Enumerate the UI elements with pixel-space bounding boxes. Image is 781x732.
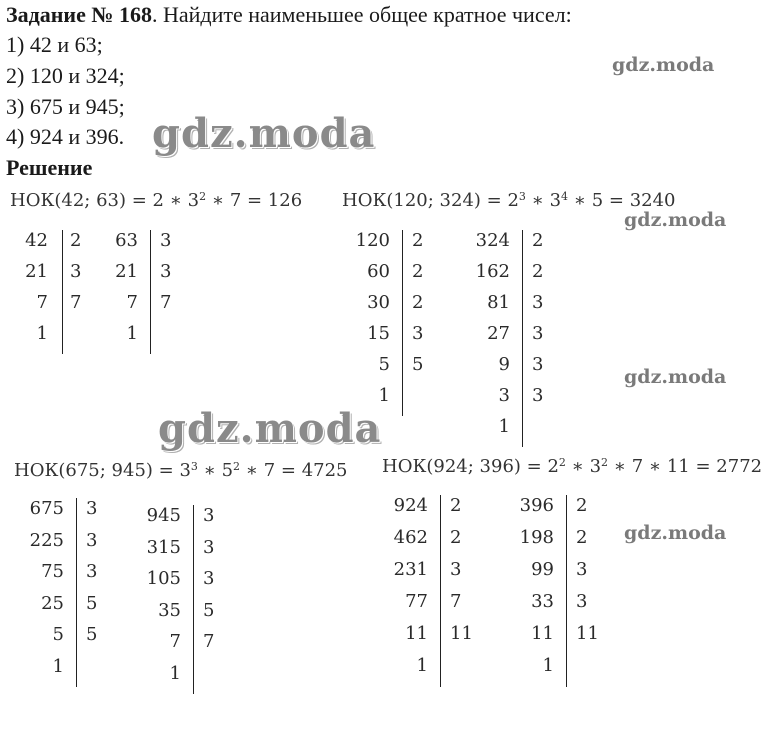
factor-quotient: 5	[52, 624, 64, 645]
factor-quotient: 15	[367, 323, 390, 344]
factor-quotient: 225	[29, 529, 64, 551]
formula-text: ∗ 7 = 4725	[240, 460, 348, 481]
factor-quotient: 11	[405, 623, 428, 644]
factor-quotient: 60	[367, 261, 390, 282]
factor-quotient: 198	[519, 527, 554, 548]
factor-quotient: 63	[115, 230, 138, 251]
prime-divisor: 2	[532, 230, 544, 251]
factor-quotient: 120	[355, 230, 390, 251]
prime-divisor: 3	[86, 561, 98, 582]
factor-quotient: 462	[393, 527, 428, 548]
prime-divisor: 2	[450, 495, 462, 516]
prime-divisor: 3	[450, 559, 462, 580]
factor-quotient: 1	[378, 385, 390, 406]
watermark-small: gdz.moda	[624, 366, 727, 388]
division-line	[566, 495, 567, 687]
factor-quotient: 924	[393, 495, 428, 516]
prime-divisor: 3	[532, 292, 544, 313]
factor-quotient: 1	[126, 323, 138, 344]
prime-divisor: 3	[203, 505, 215, 526]
division-line	[62, 230, 63, 354]
prime-divisor: 2	[450, 527, 462, 548]
formula-text: НОК(924; 396) = 2	[382, 456, 559, 477]
factor-quotient: 1	[498, 416, 510, 437]
factor-quotient: 324	[475, 230, 510, 251]
watermark-large: gdz.moda	[158, 405, 382, 452]
division-line	[522, 230, 523, 447]
prime-divisor: 3	[532, 354, 544, 375]
task-heading	[6, 2, 572, 28]
division-line	[193, 505, 194, 694]
factor-quotient: 42	[25, 230, 48, 251]
formula-text: ∗ 5	[197, 460, 234, 481]
factor-quotient: 7	[126, 292, 138, 313]
prime-divisor: 7	[203, 631, 215, 652]
prime-divisor: 3	[70, 261, 82, 282]
formula-text: ∗ 7 = 126	[206, 190, 303, 211]
prime-divisor: 3	[160, 261, 172, 282]
formula-text: НОК(120; 324) = 2	[342, 190, 519, 211]
factor-quotient: 35	[158, 599, 181, 621]
factor-quotient: 7	[36, 292, 48, 313]
factor-quotient: 30	[367, 292, 390, 313]
factor-quotient: 396	[519, 495, 554, 516]
lcm-formula	[382, 456, 762, 477]
factor-quotient: 11	[531, 623, 554, 644]
lcm-formula	[14, 460, 348, 481]
factor-quotient: 675	[29, 498, 64, 519]
task-item-3: 3) 675 и 945;	[6, 94, 125, 119]
solution-heading: Решение	[6, 155, 93, 180]
factor-quotient: 9	[498, 354, 510, 375]
exponent: 2	[601, 456, 609, 469]
factor-quotient: 81	[487, 292, 510, 313]
watermark-small: gdz.moda	[612, 54, 715, 76]
prime-divisor: 3	[576, 559, 588, 580]
factor-quotient: 1	[36, 323, 48, 344]
factor-quotient: 1	[416, 655, 428, 676]
factor-quotient: 105	[146, 568, 181, 589]
formula-text: ∗ 7 ∗ 11 = 2772	[608, 456, 763, 477]
division-line	[76, 498, 77, 687]
prime-divisor: 11	[576, 623, 599, 644]
factor-quotient: 75	[41, 561, 64, 582]
prime-divisor: 2	[532, 261, 544, 282]
formula-text: НОК(675; 945) = 3	[14, 460, 191, 481]
lcm-formula	[342, 190, 676, 211]
task-text: . Найдите наименьшее общее кратное чисел:	[151, 2, 572, 27]
prime-divisor: 3	[576, 591, 588, 612]
division-line	[150, 230, 151, 354]
factor-quotient: 25	[41, 592, 64, 614]
formula-text: ∗ 3	[565, 456, 602, 477]
prime-divisor: 5	[412, 354, 424, 375]
factor-quotient: 3	[498, 385, 510, 406]
prime-divisor: 11	[450, 623, 473, 644]
exponent: 2	[199, 190, 207, 203]
prime-divisor: 3	[532, 385, 544, 406]
lcm-formula	[10, 190, 302, 211]
prime-divisor: 2	[70, 230, 82, 251]
prime-divisor: 2	[412, 261, 424, 282]
exponent: 2	[233, 460, 241, 473]
prime-divisor: 7	[160, 292, 172, 313]
prime-divisor: 2	[576, 527, 588, 548]
factor-quotient: 27	[487, 323, 510, 344]
prime-divisor: 5	[86, 592, 98, 614]
factor-quotient: 7	[169, 631, 181, 652]
factor-quotient: 5	[378, 354, 390, 375]
watermark-small: gdz.moda	[624, 209, 727, 231]
prime-divisor: 7	[70, 292, 82, 313]
exponent: 3	[518, 190, 526, 203]
factor-quotient: 21	[115, 261, 138, 282]
prime-divisor: 5	[86, 624, 98, 645]
division-line	[402, 230, 403, 416]
prime-divisor: 7	[450, 591, 462, 612]
task-title: Задание № 168	[6, 2, 152, 27]
factor-quotient: 1	[542, 655, 554, 676]
prime-divisor: 3	[203, 568, 215, 589]
prime-divisor: 3	[86, 498, 98, 519]
exponent: 2	[558, 456, 566, 469]
prime-divisor: 5	[203, 599, 215, 621]
factor-quotient: 77	[405, 591, 428, 612]
factor-quotient: 315	[146, 536, 181, 558]
exponent: 3	[190, 460, 198, 473]
factor-quotient: 1	[52, 655, 64, 677]
watermark-large: gdz.moda	[152, 110, 376, 157]
factor-quotient: 21	[25, 261, 48, 282]
task-item-4: 4) 924 и 396.	[6, 124, 125, 149]
prime-divisor: 3	[532, 323, 544, 344]
factor-quotient: 33	[531, 591, 554, 612]
division-line	[440, 495, 441, 687]
factor-quotient: 231	[393, 559, 428, 580]
factor-quotient: 99	[531, 559, 554, 580]
prime-divisor: 2	[412, 292, 424, 313]
factor-quotient: 162	[475, 261, 510, 282]
exponent: 4	[561, 190, 569, 203]
task-item-1: 1) 42 и 63;	[6, 32, 103, 57]
formula-text: ∗ 3	[525, 190, 562, 211]
formula-text: ∗ 5 = 3240	[568, 190, 676, 211]
prime-divisor: 2	[576, 495, 588, 516]
task-item-2: 2) 120 и 324;	[6, 63, 125, 88]
prime-divisor: 3	[203, 536, 215, 558]
factor-quotient: 945	[146, 505, 181, 526]
prime-divisor: 2	[412, 230, 424, 251]
watermark-small: gdz.moda	[624, 522, 727, 544]
prime-divisor: 3	[160, 230, 172, 251]
prime-divisor: 3	[86, 529, 98, 551]
factor-quotient: 1	[169, 662, 181, 684]
prime-divisor: 3	[412, 323, 424, 344]
formula-text: НОК(42; 63) = 2 ∗ 3	[10, 190, 200, 211]
